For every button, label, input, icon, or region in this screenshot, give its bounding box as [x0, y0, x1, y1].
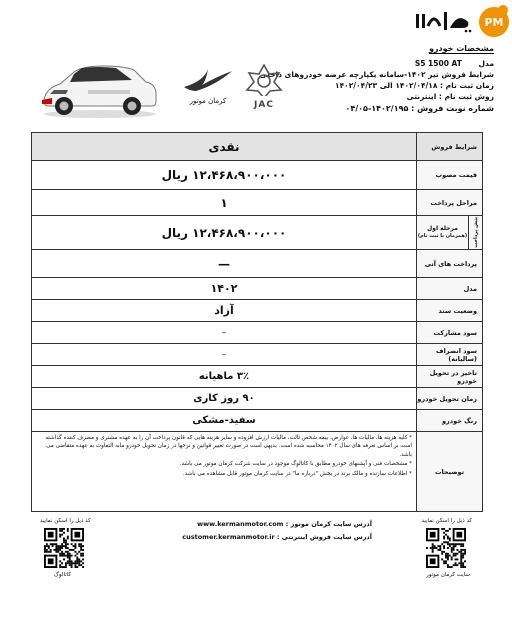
car-image	[38, 60, 160, 120]
note-item: * مشخصات فنی و آپشنهای خودرو مطابق با کاتالوگ موجود در سایت شرکت کرمان موتور می باشد.	[179, 461, 412, 468]
future-payments-label: پرداخت های آتی	[416, 250, 482, 278]
document-status-value: آزاد	[32, 300, 417, 322]
registration-time: زمان ثبت نام : ۱۴۰۲/۰۴/۱۸ الی ۱۴۰۲/۰۴/۲۳	[335, 81, 494, 90]
price-label: قیمت مصوب	[416, 161, 482, 190]
first-stage-label	[416, 216, 468, 250]
row-sale-conditions	[32, 133, 483, 161]
kerman-bird-icon	[180, 67, 236, 93]
row-document-status	[32, 300, 483, 322]
scan-caption-left: کد ذیل را اسکن نمایید	[40, 518, 91, 524]
row-notes	[32, 432, 483, 512]
row-first-stage	[32, 216, 483, 250]
row-color	[32, 410, 483, 432]
row-price	[32, 161, 483, 190]
kerman-motor-logo	[180, 67, 236, 107]
qr-code-catalog[interactable]	[44, 528, 84, 568]
first-stage-label-line1: مرحله اول	[427, 225, 458, 233]
notes-label: توضیحات	[416, 432, 482, 512]
qr-code-kerman-site[interactable]	[426, 528, 466, 568]
page-title: مشخصات خودرو	[428, 44, 494, 53]
delay-penalty-value: ۳٪ ماهیانه	[32, 366, 417, 388]
jac-star-icon	[242, 64, 286, 96]
sale-terms: شرایط فروش تیر ۱۴۰۲-سامانه یکپارچه عرضه خودروهای داخلی	[259, 70, 494, 79]
first-stage-label-line2: (همزمان با ثبت نام)	[417, 233, 468, 240]
model-value: S5 1500 AT	[414, 59, 462, 68]
future-payments-value: —	[32, 250, 417, 278]
kerman-logo-text: کرمان موتور	[189, 97, 227, 105]
payment-stages-label: مراحل پرداخت	[416, 190, 482, 216]
row-model	[32, 278, 483, 300]
annual-profit-label: سود انصراف (سالیانه)	[416, 344, 482, 366]
model-label: مدل	[478, 59, 494, 68]
delivery-time-label: زمان تحویل خودرو	[416, 388, 482, 410]
jac-logo	[242, 64, 286, 108]
pmp-brand-logo	[414, 8, 476, 34]
row-delay-penalty	[32, 366, 483, 388]
sale-conditions-label: شرایط فروش	[416, 133, 482, 161]
pm-watermark-logo	[478, 4, 510, 38]
prepayment-group-label	[469, 216, 483, 250]
partnership-profit-label: سود مشارکت	[416, 322, 482, 344]
sale-number: شماره نوبت فروش : ۱۴۰۲/۱۹۵-۰۴/۰۵	[345, 104, 494, 113]
sale-conditions-value: نقدی	[32, 133, 417, 161]
annual-profit-value: –	[32, 344, 417, 366]
price-value: ۱۲،۴۶۸،۹۰۰،۰۰۰ ریال	[32, 161, 417, 190]
color-label: رنگ خودرو	[416, 410, 482, 432]
row-annual-profit	[32, 344, 483, 366]
note-item: * کلیه هزینه ها، مالیات ها، عوارض، بیمه شخص ثالث، مالیات ارزش افزوده و سایر هزینه هایی که قانون پرداخت آن را به عهده مشتری و مصرف کننده گذاشته است بر اساس تعرفه های سال ۱۴۰۲ محاسبه شده است. بدیهی است در صورت تغییر قوانین و نرخها در زمان تحویل خودرو مابه التفاوت به عهده متقاضی می باشد.	[45, 435, 412, 458]
model-line	[415, 59, 494, 68]
jac-logo-text: JAC	[254, 100, 274, 110]
model-year-value: ۱۴۰۲	[32, 278, 417, 300]
row-future-payments	[32, 250, 483, 278]
row-partnership-profit	[32, 322, 483, 344]
document-status-label: وضعیت سند	[416, 300, 482, 322]
spec-table	[31, 132, 483, 512]
first-stage-value: ۱۲،۴۶۸،۹۰۰،۰۰۰ ریال	[32, 216, 417, 250]
prepayment-group-text: پیش پرداخت	[472, 217, 479, 248]
note-item: * اطلاعات سازنده و مالک برند در بخش "درباره ما" در سایت کرمان موتور قابل مشاهده می باشد.	[182, 470, 412, 477]
delay-penalty-label: تاخیر در تحویل خودرو	[416, 366, 482, 388]
qr-right-caption: سایت کرمان موتور	[426, 572, 470, 578]
delivery-time-value: ۹۰ روز کاری	[32, 388, 417, 410]
model-year-label: مدل	[416, 278, 482, 300]
sales-site-address: آدرس سایت فروش اینترنتی : customer.kermanmotor.ir	[182, 533, 372, 541]
notes-cell	[32, 432, 417, 512]
payment-stages-value: ۱	[32, 190, 417, 216]
partnership-profit-value: –	[32, 322, 417, 344]
row-payment-stages	[32, 190, 483, 216]
qr-left-caption: کاتالوگ	[54, 572, 71, 578]
site-address: آدرس سایت کرمان موتور : www.kermanmotor.com	[197, 520, 372, 528]
color-value: سفید-مشکی	[32, 410, 417, 432]
row-delivery-time	[32, 388, 483, 410]
svg-text:PM: PM	[484, 16, 504, 29]
registration-method: روش ثبت نام : اینترنتی	[406, 92, 494, 101]
scan-caption-right: کد ذیل را اسکن نمایید	[421, 518, 472, 524]
